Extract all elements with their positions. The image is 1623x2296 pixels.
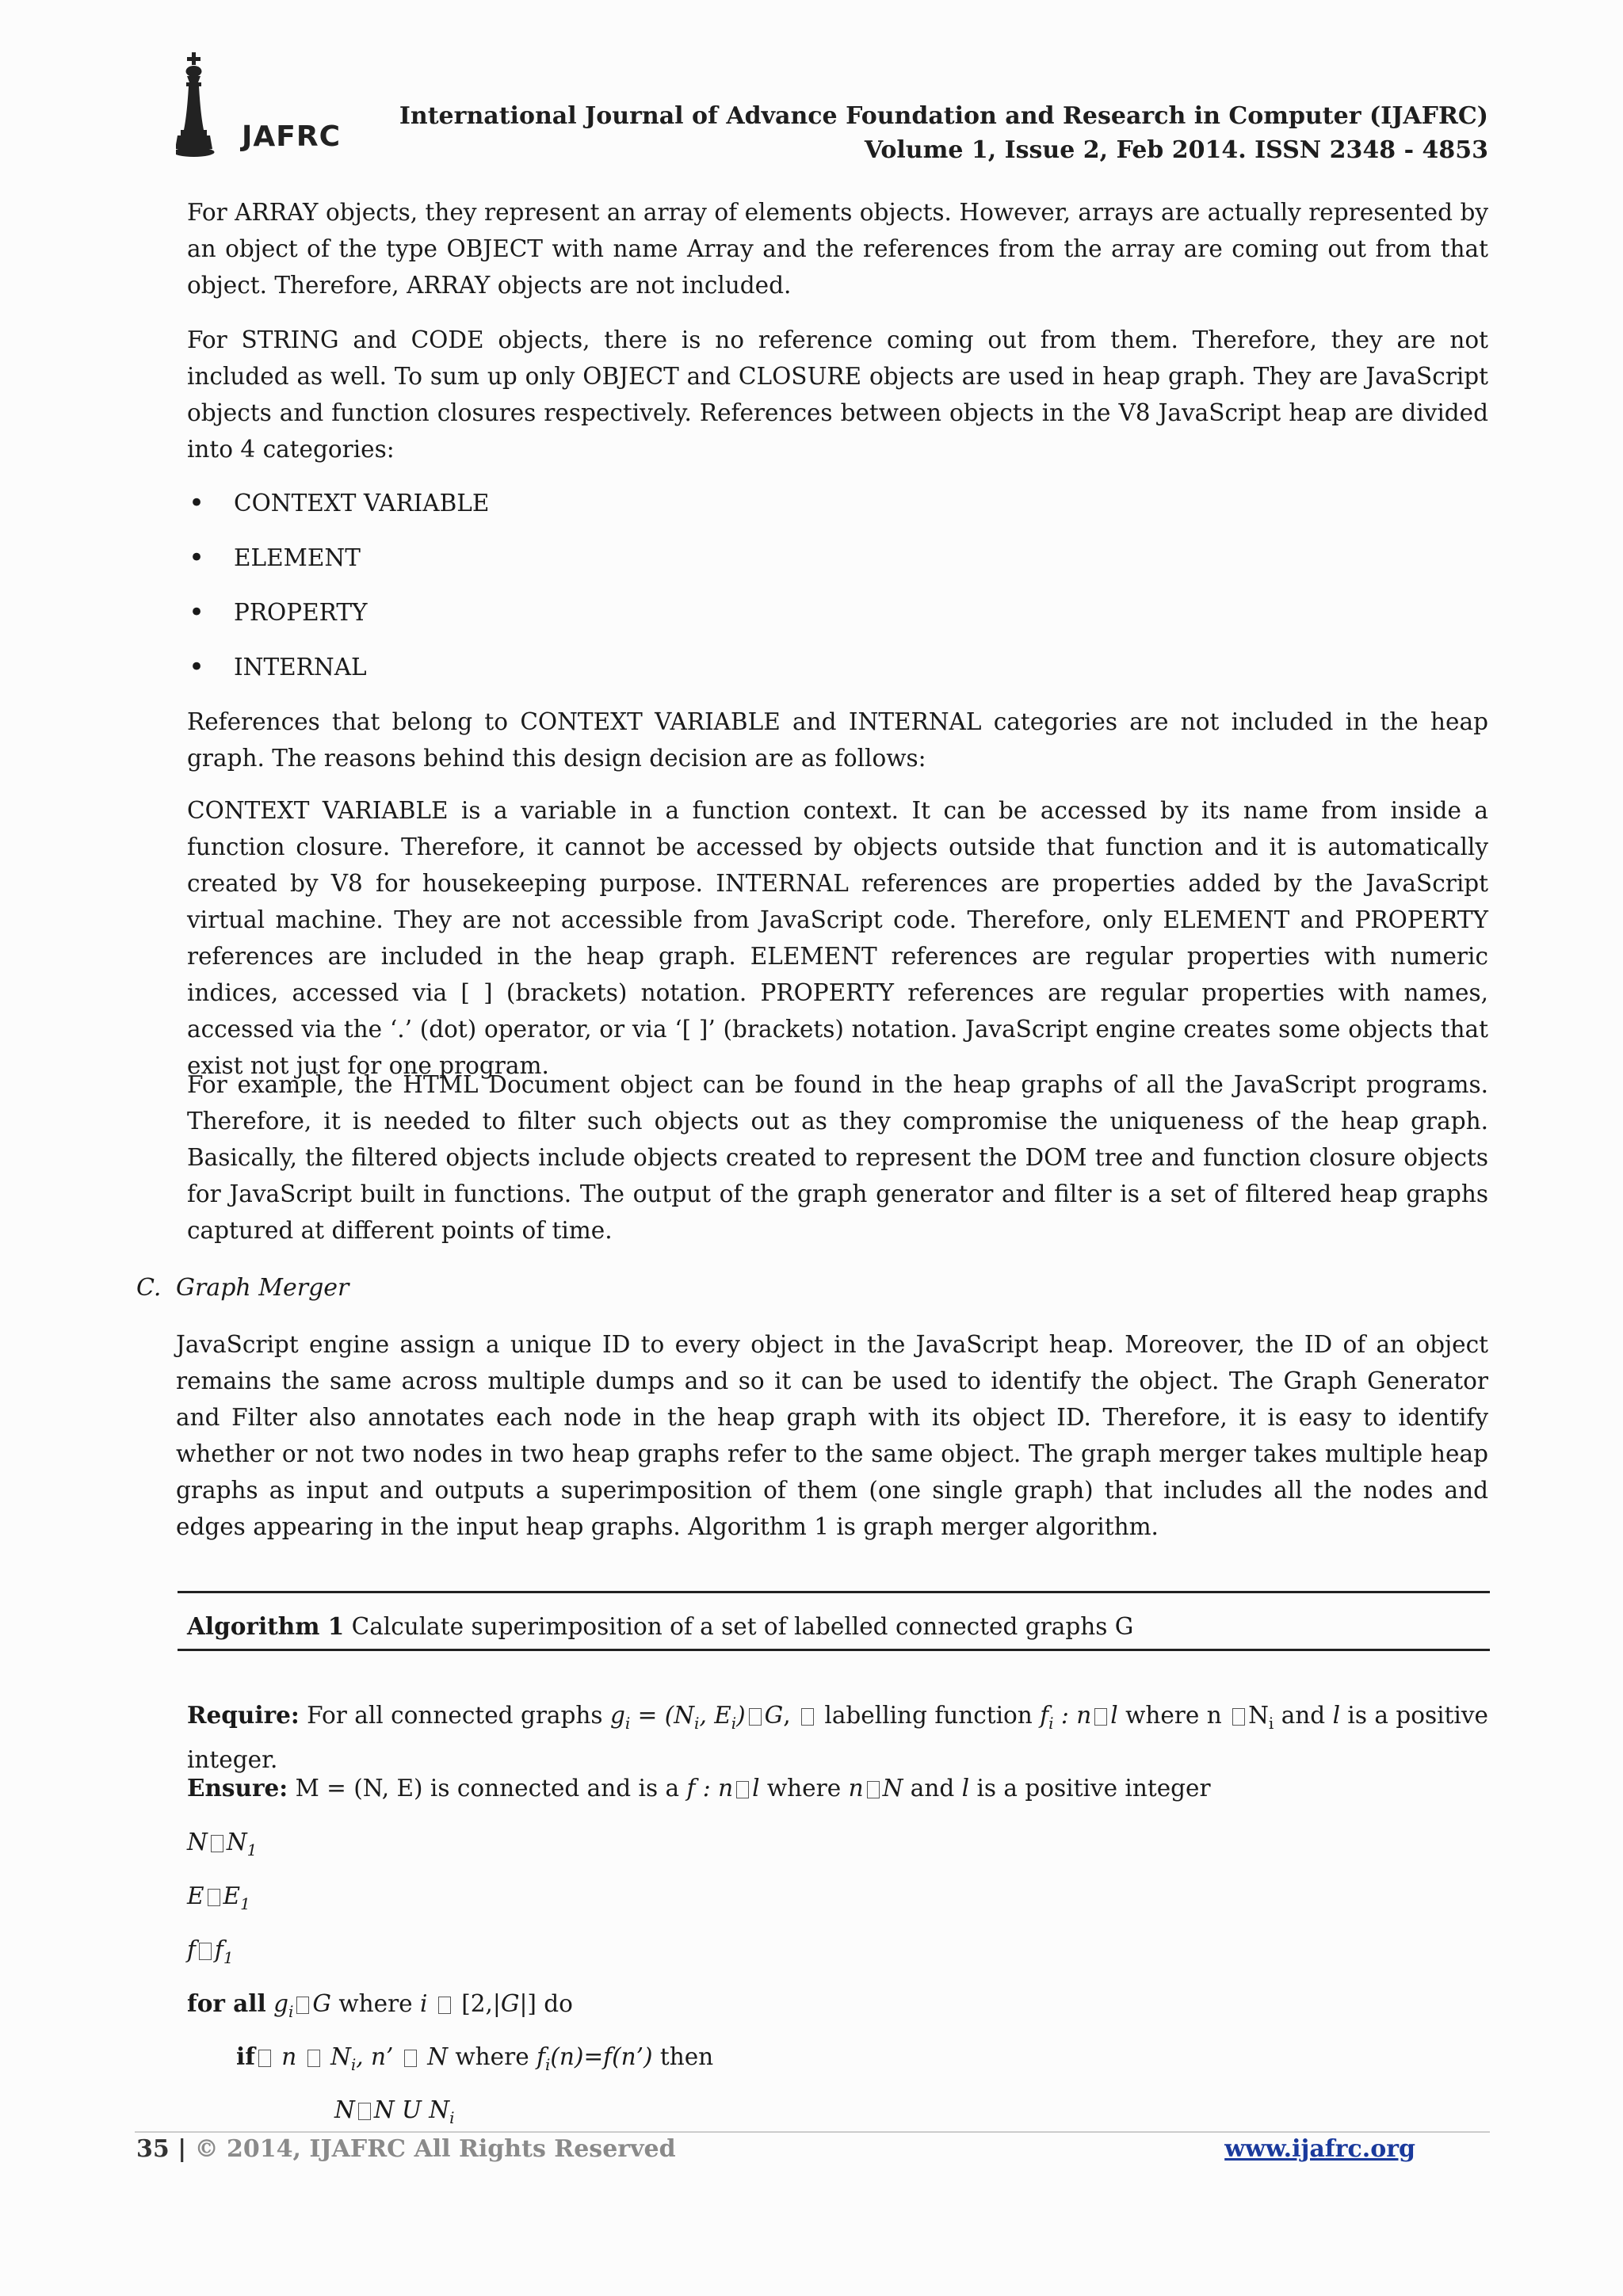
missing-glyph-icon	[358, 2103, 371, 2120]
algorithm-step: N $N_1$	[187, 1829, 258, 1859]
algorithm-title	[187, 1608, 1133, 1645]
logo-text: JAFRC	[242, 120, 341, 153]
missing-glyph-icon	[801, 1708, 814, 1726]
ensure-text: is a positive integer	[976, 1775, 1211, 1802]
missing-glyph-icon	[867, 1781, 880, 1798]
require-text: For all connected graphs	[307, 1702, 603, 1729]
journal-volume: Volume 1, Issue 2, Feb 2014. ISSN 2348 - 4853	[864, 136, 1488, 164]
require-text: where n	[1125, 1702, 1222, 1729]
journal-title: International Journal of Advance Foundation and Research in Computer (IJAFRC)	[399, 102, 1488, 130]
section-title: Graph Merger	[176, 1274, 349, 1302]
missing-glyph-icon	[296, 1997, 309, 2014]
algorithm-ensure: Ensure: M = (N, E) is connected and is a f : n l where n N and l is a positive integer	[187, 1774, 1211, 1802]
require-text: is a positive integer.	[187, 1702, 1488, 1773]
missing-glyph-icon	[307, 2050, 320, 2067]
paragraph-graph-merger: JavaScript engine assign a unique ID to every object in the JavaScript heap. Moreover, the ID of an object remains the same across multiple dumps and so it can be used to identify the object. The Graph Generator and Filter also annotates each node in the heap graph with its object ID. Therefore, it is easy to identify whether or not two nodes in two heap graphs refer to the same object. The graph merger takes multiple heap graphs as input and outputs a superimposition of them (one single graph) that includes all the nodes and edges appearing in the input heap graphs. Algorithm 1 is graph merger algorithm.	[176, 1331, 1488, 1540]
ensure-text: and	[910, 1775, 955, 1802]
if-keyword: if	[236, 2042, 255, 2070]
list-item: • PROPERTY	[187, 594, 489, 649]
journal-header	[399, 99, 1488, 167]
footer-copyright	[136, 2135, 676, 2163]
algorithm-step: E $E_1$	[187, 1882, 250, 1913]
missing-glyph-icon	[211, 1835, 223, 1852]
algorithm-label: Algorithm 1	[187, 1612, 345, 1640]
algorithm-title-text: Calculate superimposition of a set of labelled connected graphs G	[351, 1613, 1134, 1640]
section-heading	[136, 1270, 349, 1306]
ensure-label: Ensure:	[187, 1774, 288, 1802]
website-link[interactable]: www.ijafrc.org	[1224, 2135, 1415, 2163]
if-text: then	[659, 2043, 714, 2070]
for-text: where	[338, 1990, 413, 2017]
for-text: [2,|	[461, 1990, 501, 2017]
paragraph-example-filter: For example, the HTML Document object can be found in the heap graphs of all the JavaScript programs. Therefore, it is needed to filter such objects out as they compromise the uniqueness of the heap graph. Basically, the filtered objects include objects created to represent the DOM tree and function closure objects for JavaScript built in functions. The output of the graph generator and filter is a set of filtered heap graphs captured at different points of time.	[187, 1071, 1488, 1244]
missing-glyph-icon	[438, 1997, 451, 2014]
algorithm-step: N N U $N_i$	[334, 2096, 455, 2127]
if-text: where	[455, 2043, 529, 2070]
missing-glyph-icon	[404, 2050, 417, 2067]
for-keyword: for all	[187, 1989, 266, 2017]
section-letter: C.	[136, 1274, 162, 1302]
missing-glyph-icon	[749, 1708, 762, 1726]
require-text: and	[1281, 1702, 1326, 1729]
paragraph-string-code: For STRING and CODE objects, there is no reference coming out from them. Therefore, they are not included as well. To sum up only OBJECT and CLOSURE objects are used in heap graph. They are JavaScript objects and function closures respectively. References between objects in the V8 JavaScript heap are divided into 4 categories:	[187, 326, 1488, 463]
require-label: Require:	[187, 1701, 300, 1729]
missing-glyph-icon	[208, 1889, 220, 1906]
ensure-text: where	[766, 1775, 842, 1802]
copyright-text: © 2014, IJAFRC All Rights Reserved	[194, 2135, 676, 2163]
missing-glyph-icon	[1094, 1708, 1107, 1726]
list-item: • ELEMENT	[187, 540, 489, 594]
list-item: • INTERNAL	[187, 649, 489, 704]
missing-glyph-icon	[736, 1781, 749, 1798]
algorithm-top-rule	[178, 1591, 1490, 1593]
require-text: labelling function	[824, 1702, 1033, 1729]
algorithm-bottom-rule	[178, 1649, 1490, 1651]
for-text: |] do	[519, 1990, 573, 2017]
list-item: • CONTEXT VARIABLE	[187, 485, 489, 540]
ensure-text: M = (N, E) is connected and is a	[295, 1775, 680, 1802]
page-number: 35	[136, 2135, 170, 2163]
algorithm-for-loop: for all $g_i$ G where i [2,|G|] do	[187, 1989, 573, 2021]
algorithm-step: f $f_1$	[187, 1936, 234, 1967]
algorithm-require: Require: For all connected graphs $g_i = (N_i$, $E_i$) G, labelling function $f_i$ : n l where n $N_i$ and l is a positive integer.	[187, 1701, 1488, 1773]
footer-rule	[135, 2131, 1490, 2133]
algorithm-if: if n $N_i$, n’ N where $f_i(n)=f(n’)$ then	[236, 2042, 714, 2074]
paragraph-context-variable: CONTEXT VARIABLE is a variable in a function context. It can be accessed by its name from inside a function closure. Therefore, it cannot be accessed by objects outside that function and it is automatically created by V8 for housekeeping purpose. INTERNAL references are properties added by the JavaScript virtual machine. They are not accessible from JavaScript code. Therefore, only ELEMENT and PROPERTY references are included in the heap graph. ELEMENT references are regular properties with numeric indices, accessed via [ ] (brackets) notation. PROPERTY references are regular properties with names, accessed via the ‘.’ (dot) operator, or via ‘[ ]’ (brackets) notation. JavaScript engine creates some objects that exist not just for one program.	[187, 797, 1488, 1079]
missing-glyph-icon	[1232, 1708, 1245, 1726]
paragraph-excluded-references: References that belong to CONTEXT VARIABLE and INTERNAL categories are not included in the heap graph. The reasons behind this design decision are as follows:	[187, 708, 1488, 772]
reference-categories-list	[187, 485, 489, 704]
missing-glyph-icon	[199, 1943, 212, 1960]
missing-glyph-icon	[258, 2050, 271, 2067]
paragraph-array-objects: For ARRAY objects, they represent an array of elements objects. However, arrays are actually represented by an object of the type OBJECT with name Array and the references from the array are coming out from that object. Therefore, ARRAY objects are not included.	[187, 199, 1488, 299]
footer-separator: |	[178, 2135, 187, 2163]
